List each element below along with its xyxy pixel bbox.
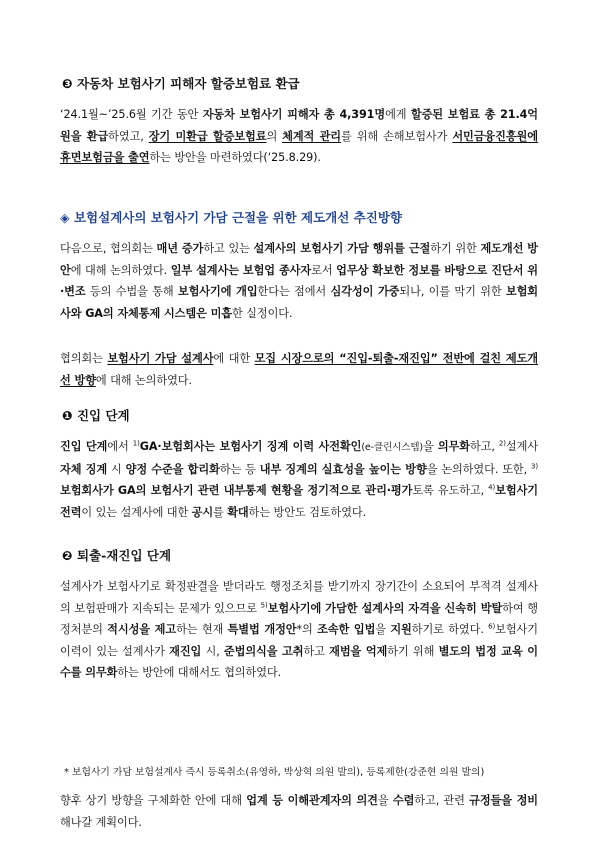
text-segment: 하는 현재 — [176, 623, 228, 636]
text-segment: 하는 등 — [219, 462, 260, 476]
text-segment: 매년 증가 — [156, 242, 204, 255]
text-segment: 을 논의하였다. 또한, — [426, 462, 531, 476]
text-segment: 에 대해 논의하였다. — [70, 263, 171, 277]
text-segment: 진입 단계 — [60, 440, 108, 453]
text-segment: 심각성이 가중 — [330, 285, 400, 298]
text-segment: 협의회는 — [60, 352, 108, 365]
text-segment: 2) — [498, 439, 506, 448]
text-segment: 시, — [201, 644, 224, 658]
text-segment: 하고, — [469, 440, 499, 453]
text-segment: 한 실정이다. — [232, 306, 293, 320]
text-segment: 에 대해 논의하였다. — [95, 373, 192, 387]
text-segment: 4) — [488, 483, 496, 492]
text-segment: 보험회사와 GA의 자체통제 시스템은 미흡 — [60, 285, 539, 320]
stage1-title: 진입 단계 — [76, 408, 130, 423]
text-segment: 내부 징계의 실효성을 높이는 방향 — [259, 462, 427, 476]
text-segment: 3) — [531, 461, 538, 470]
text-segment: 자체 징계 — [60, 462, 108, 476]
text-segment: 하기 위해 — [387, 644, 439, 658]
text-segment: 하는 방안에 대해서도 협의하였다. — [117, 666, 282, 679]
circled-number-1-icon: ❶ — [62, 408, 73, 423]
text-segment: 하여 행정처분의 — [60, 601, 539, 636]
text-segment: 보험회사가 GA의 보험사기 관련 내부통제 현황을 정기적으로 관리·평가 — [60, 484, 413, 497]
intro-paragraph — [60, 238, 538, 324]
text-segment: 보험사기 이력이 있는 설계사가 — [60, 623, 538, 658]
text-segment: 다음으로, 협의회는 — [60, 242, 157, 255]
text-segment: 를 — [213, 505, 228, 519]
text-segment: 서민금융진흥원에 휴면보험금을 출연 — [60, 129, 538, 164]
text-segment: 한다는 점에서 — [257, 285, 331, 298]
text-segment: 하고 있는 — [203, 242, 254, 255]
text-segment: 일부 설계사는 보험업 종사자 — [170, 263, 312, 277]
direction-heading — [60, 208, 402, 226]
section3-heading — [62, 74, 300, 92]
text-segment: 을 — [377, 794, 393, 807]
text-segment: 준법의식을 고취 — [223, 644, 304, 658]
text-segment: 하는 방안을 마련하였다(‘25.8.29). — [149, 151, 321, 164]
text-segment: ‘24.1월~’25.6월 기간 동안 — [60, 108, 203, 121]
direction-title: 보험설계사의 보험사기 가담 근절을 위한 제도개선 추진방향 — [73, 210, 402, 225]
text-segment: 5) — [260, 600, 268, 609]
text-segment: 보험사기 가담 설계사 — [107, 352, 214, 365]
text-segment: 하기 위한 — [430, 242, 481, 255]
text-segment: 의무화 — [437, 440, 470, 453]
section3-paragraph — [60, 104, 538, 169]
text-segment: 업계 등 이해관계자의 의견 — [246, 794, 378, 807]
section3-title: 자동차 보험사기 피해자 할증보험료 환급 — [76, 76, 300, 91]
text-segment: 보험사기 전력 — [60, 484, 538, 519]
text-segment: 을 — [423, 440, 438, 453]
text-segment: 보험사기에 개입 — [177, 285, 258, 298]
text-segment: 별도의 법정 교육 이수를 의무화 — [60, 644, 539, 679]
text-segment: 공시 — [191, 505, 214, 519]
text-segment: GA·보험회사는 보험사기 징계 이력 사전확인 — [139, 440, 362, 453]
stage1-paragraph — [60, 436, 538, 523]
text-segment: 로서 — [311, 263, 337, 277]
text-segment: 조속한 입법 — [317, 623, 376, 636]
stage2-paragraph — [60, 576, 538, 684]
text-segment: *의 — [296, 623, 318, 636]
text-segment: 해나갈 계획이다. — [60, 815, 142, 829]
text-segment: 체계적 관리 — [282, 129, 341, 143]
text-segment: 하고, 관련 — [414, 794, 470, 807]
text-segment: 을 — [375, 623, 391, 636]
text-segment: 하는 방안도 검토하였다. — [248, 505, 367, 519]
scope-paragraph — [60, 348, 538, 391]
circled-number-2-icon: ❷ — [62, 548, 73, 563]
text-segment: 업무상 확보한 정보를 바탕으로 진단서 위·변조 — [60, 263, 539, 298]
text-segment: 지원 — [390, 623, 412, 636]
text-segment: 등의 수법을 통해 — [85, 285, 178, 298]
text-segment: 하였고, — [108, 129, 149, 143]
text-segment: 설계사의 보험사기 가담 행위를 근절 — [253, 242, 431, 255]
text-segment: 6) — [488, 622, 496, 631]
text-segment: 특별법 개정안 — [227, 623, 297, 636]
text-segment: 제도개선 방안 — [60, 242, 539, 277]
stage2-title: 퇴출-재진입 단계 — [76, 548, 172, 563]
text-segment: 모집 시장으로의 “진입-퇴출-재진입” 전반에 걸친 제도개선 방향 — [60, 352, 538, 387]
text-segment: 에게 — [385, 108, 411, 121]
stage2-heading — [62, 546, 171, 564]
text-segment: 이 있는 설계사에 대한 — [81, 505, 192, 519]
stage1-heading — [62, 406, 130, 424]
text-segment: 자동차 보험사기 피해자 총 4,391명 — [202, 108, 386, 121]
text-segment: 장기 미환급 할증보험료 — [148, 129, 267, 143]
text-segment: 에서 — [107, 440, 133, 453]
text-segment: 의 — [266, 129, 283, 143]
text-segment: 에 대한 — [213, 352, 255, 365]
text-segment: 시 — [107, 462, 126, 476]
footnote: * 보험사기 가담 보험설계사 즉시 등록취소(유영하, 박상혁 의원 발의), 등록제한(강준현 의원 발의) — [64, 767, 485, 778]
text-segment: 보험사기에 가담한 설계사의 자격을 신속히 박탈 — [267, 601, 503, 615]
text-segment: 규정들을 정비 — [469, 794, 538, 807]
text-segment: 양정 수준을 합리화 — [125, 462, 220, 476]
text-segment: 재범을 억제 — [329, 644, 388, 658]
diamond-bullet-icon: ◈ — [60, 210, 70, 225]
circled-number-3-icon: ❸ — [62, 76, 73, 91]
closing-paragraph — [60, 790, 538, 833]
text-segment: 를 위해 손해보험사가 — [341, 129, 453, 143]
text-segment: 1) — [132, 439, 140, 448]
text-segment: 토록 유도하고, — [412, 484, 489, 497]
text-segment: 재진입 — [169, 644, 202, 658]
text-segment: 확대 — [227, 505, 249, 519]
text-segment: 향후 상기 방향을 구체화한 안에 대해 — [60, 794, 247, 807]
text-segment: 할증된 보험료 총 21.4억원을 환급 — [60, 108, 538, 143]
text-segment: (e-클린시스템) — [361, 442, 423, 453]
text-segment: 적시성을 제고 — [107, 623, 177, 636]
text-segment: 되나, 이를 막기 위한 — [399, 285, 506, 298]
text-segment: 설계사 — [505, 440, 539, 453]
text-segment: 수렴 — [392, 794, 415, 807]
text-segment: 하고 — [303, 644, 330, 658]
text-segment: 하기로 하였다. — [411, 623, 489, 636]
text-segment: 설계사가 보험사기로 확정판결을 받더라도 행정조치를 받기까지 장기간이 소요되어 부적격 설계사의 보험판매가 지속되는 문제가 있으므로 — [60, 580, 538, 615]
